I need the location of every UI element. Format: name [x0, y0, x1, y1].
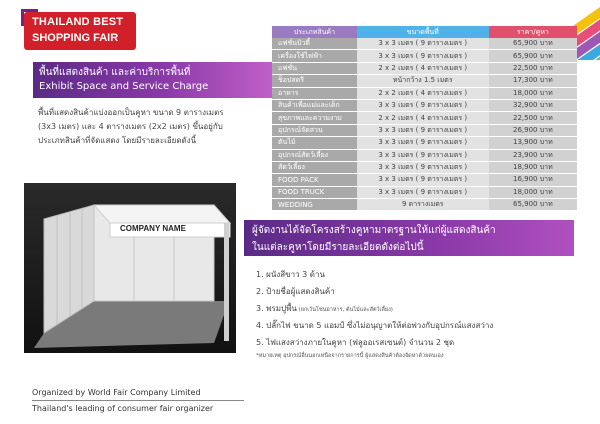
table-cell-size: 3 x 3 เมตร ( 9 ตารางเมตร ): [357, 149, 489, 161]
table-cell-category: อุปกรณ์สัตว์เลี้ยง: [272, 149, 357, 161]
table-cell-price: 65,900 บาท: [489, 38, 577, 50]
footer-organizer: Organized by World Fair Company Limited: [32, 388, 201, 397]
table-cell-size: 3 x 3 เมตร ( 9 ตารางเมตร ): [357, 99, 489, 111]
logo-line-1: THAILAND BEST: [32, 16, 124, 28]
logo: [24, 12, 136, 50]
price-table: [272, 26, 577, 211]
table-cell-category: สัตว์เลี้ยง: [272, 161, 357, 173]
table-cell-price: 26,900 บาท: [489, 124, 577, 136]
list-item-subnote: (ยกเว้นโซนอาหาร, ต้นไม้และสัตว์เลี้ยง): [296, 307, 393, 313]
footer-divider: [32, 400, 244, 401]
logo-line-2: SHOPPING FAIR: [32, 32, 119, 44]
table-row: [272, 62, 577, 74]
price-table-header-cell: ราคา/คูหา: [489, 26, 577, 38]
table-cell-size: 2 x 2 เมตร ( 4 ตารางเมตร ): [357, 87, 489, 99]
table-row: [272, 75, 577, 87]
list-item: [256, 302, 393, 315]
table-cell-price: 65,900 บาท: [489, 50, 577, 62]
table-cell-category: เครื่องใช้ไฟฟ้า: [272, 50, 357, 62]
table-cell-price: 17,300 บาท: [489, 75, 577, 87]
exhibit-paragraph-line-2: (3x3 เมตร) และ 4 ตารางเมตร (2x2 เมตร) ขึ้นอยู่กับ: [38, 122, 223, 131]
exhibit-title-th: พื้นที่แสดงสินค้า และค่าบริการพื้นที่: [39, 67, 191, 78]
table-cell-category: สุขภาพและความงาม: [272, 112, 357, 124]
list-item: [256, 319, 493, 332]
table-row: [272, 112, 577, 124]
table-cell-price: 18,900 บาท: [489, 161, 577, 173]
table-cell-price: 32,900 บาท: [489, 99, 577, 111]
list-item-text: 2. ป้ายชื่อผู้แสดงสินค้า: [256, 287, 335, 296]
table-cell-size: 3 x 3 เมตร ( 9 ตารางเมตร ): [357, 161, 489, 173]
booth-drawing: [24, 183, 236, 353]
list-item-text: 1. ผนังสีขาว 3 ด้าน: [256, 270, 325, 279]
table-row: [272, 99, 577, 111]
table-row: [272, 199, 577, 211]
list-item-text: 5. ไฟแสงสว่างภายในคูหา (ฟลูออเรสเซนต์) จำนวน 2 ชุด: [256, 338, 455, 347]
table-cell-size: 3 x 3 เมตร ( 9 ตารางเมตร ): [357, 38, 489, 50]
booth-sign-label: COMPANY NAME: [120, 224, 186, 233]
list-item: [256, 268, 325, 281]
list-item: [256, 285, 335, 298]
table-row: [272, 38, 577, 50]
table-cell-size: หน้ากว้าง 1.5 เมตร: [357, 75, 489, 87]
table-row: [272, 149, 577, 161]
table-cell-category: FOOD PACK: [272, 174, 357, 186]
table-row: [272, 50, 577, 62]
table-cell-size: 3 x 3 เมตร ( 9 ตารางเมตร ): [357, 50, 489, 62]
table-cell-price: 13,900 บาท: [489, 137, 577, 149]
table-cell-size: 3 x 3 เมตร ( 9 ตารางเมตร ): [357, 186, 489, 198]
table-cell-category: อุปกรณ์จัดสวน: [272, 124, 357, 136]
table-row: [272, 161, 577, 173]
exhibit-title-en: Exhibit Space and Service Charge: [39, 81, 209, 92]
price-table-header-cell: ประเภทสินค้า: [272, 26, 357, 38]
table-row: [272, 124, 577, 136]
table-cell-category: แฟชั่นบิวตี้: [272, 38, 357, 50]
table-cell-price: 18,000 บาท: [489, 87, 577, 99]
provided-title-line-2: ในแต่ละคูหาโดยมีรายละเอียดดังต่อไปนี้: [252, 242, 424, 253]
table-cell-category: แฟชั่น: [272, 62, 357, 74]
table-cell-size: 3 x 3 เมตร ( 9 ตารางเมตร ): [357, 124, 489, 136]
exhibit-paragraph-line-3: ประเภทสินค้าที่จัดแสดง โดยมีรายละเอียดดังนี้: [38, 136, 197, 145]
table-cell-category: ช็อปสตรี: [272, 75, 357, 87]
table-cell-size: 2 x 2 เมตร ( 4 ตารางเมตร ): [357, 62, 489, 74]
table-cell-category: WEDDING: [272, 199, 357, 211]
exhibit-paragraph-line-1: พื้นที่แสดงสินค้าแบ่งออกเป็นคูหา ขนาด 9 ตารางเมตร: [38, 108, 224, 117]
table-cell-price: 23,900 บาท: [489, 149, 577, 161]
table-cell-price: 65,900 บาท: [489, 199, 577, 211]
provided-note: *หมายเหตุ อุปกรณ์อื่นนอกเหนือจากรายการนี้ ผู้แสดงสินค้าต้องจัดหาด้วยตนเอง: [256, 353, 444, 359]
table-cell-size: 9 ตารางเมตร: [357, 199, 489, 211]
exhibit-section-header: [33, 62, 273, 98]
table-cell-price: 16,900 บาท: [489, 174, 577, 186]
list-item-text: 4. ปลั๊กไฟ ขนาด 5 แอมป์ ซึ่งไม่อนุญาตให้ต่อพ่วงกับอุปกรณ์แสงสว่าง: [256, 321, 494, 330]
price-table-header-cell: ขนาดพื้นที่: [357, 26, 489, 38]
table-row: [272, 137, 577, 149]
table-cell-size: 3 x 3 เมตร ( 9 ตารางเมตร ): [357, 137, 489, 149]
provided-title-line-1: ผู้จัดงานได้จัดโครงสร้างคูหามาตรฐานให้แก่ผู้แสดงสินค้า: [252, 225, 496, 236]
price-table-header: [272, 26, 577, 38]
table-cell-category: อาหาร: [272, 87, 357, 99]
table-cell-price: 22,500 บาท: [489, 112, 577, 124]
table-cell-category: สินค้าเพื่อแม่และเด็ก: [272, 99, 357, 111]
table-cell-size: 2 x 2 เมตร ( 4 ตารางเมตร ): [357, 112, 489, 124]
list-item: [256, 336, 454, 349]
list-item-text: 3. พรมปูพื้น: [256, 304, 297, 313]
table-cell-size: 3 x 3 เมตร ( 9 ตารางเมตร ): [357, 174, 489, 186]
table-cell-price: 18,000 บาท: [489, 186, 577, 198]
table-row: [272, 174, 577, 186]
provided-section-header: [244, 220, 574, 256]
booth-illustration: [24, 183, 236, 353]
footer-tagline: Thailand's leading of consumer fair organizer: [32, 404, 214, 413]
table-cell-price: 22,500 บาท: [489, 62, 577, 74]
table-row: [272, 87, 577, 99]
table-cell-category: ตันไม้: [272, 137, 357, 149]
booth-post: [224, 223, 229, 341]
booth-fascia: [94, 205, 230, 223]
table-cell-category: FOOD TRUCK: [272, 186, 357, 198]
table-row: [272, 186, 577, 198]
